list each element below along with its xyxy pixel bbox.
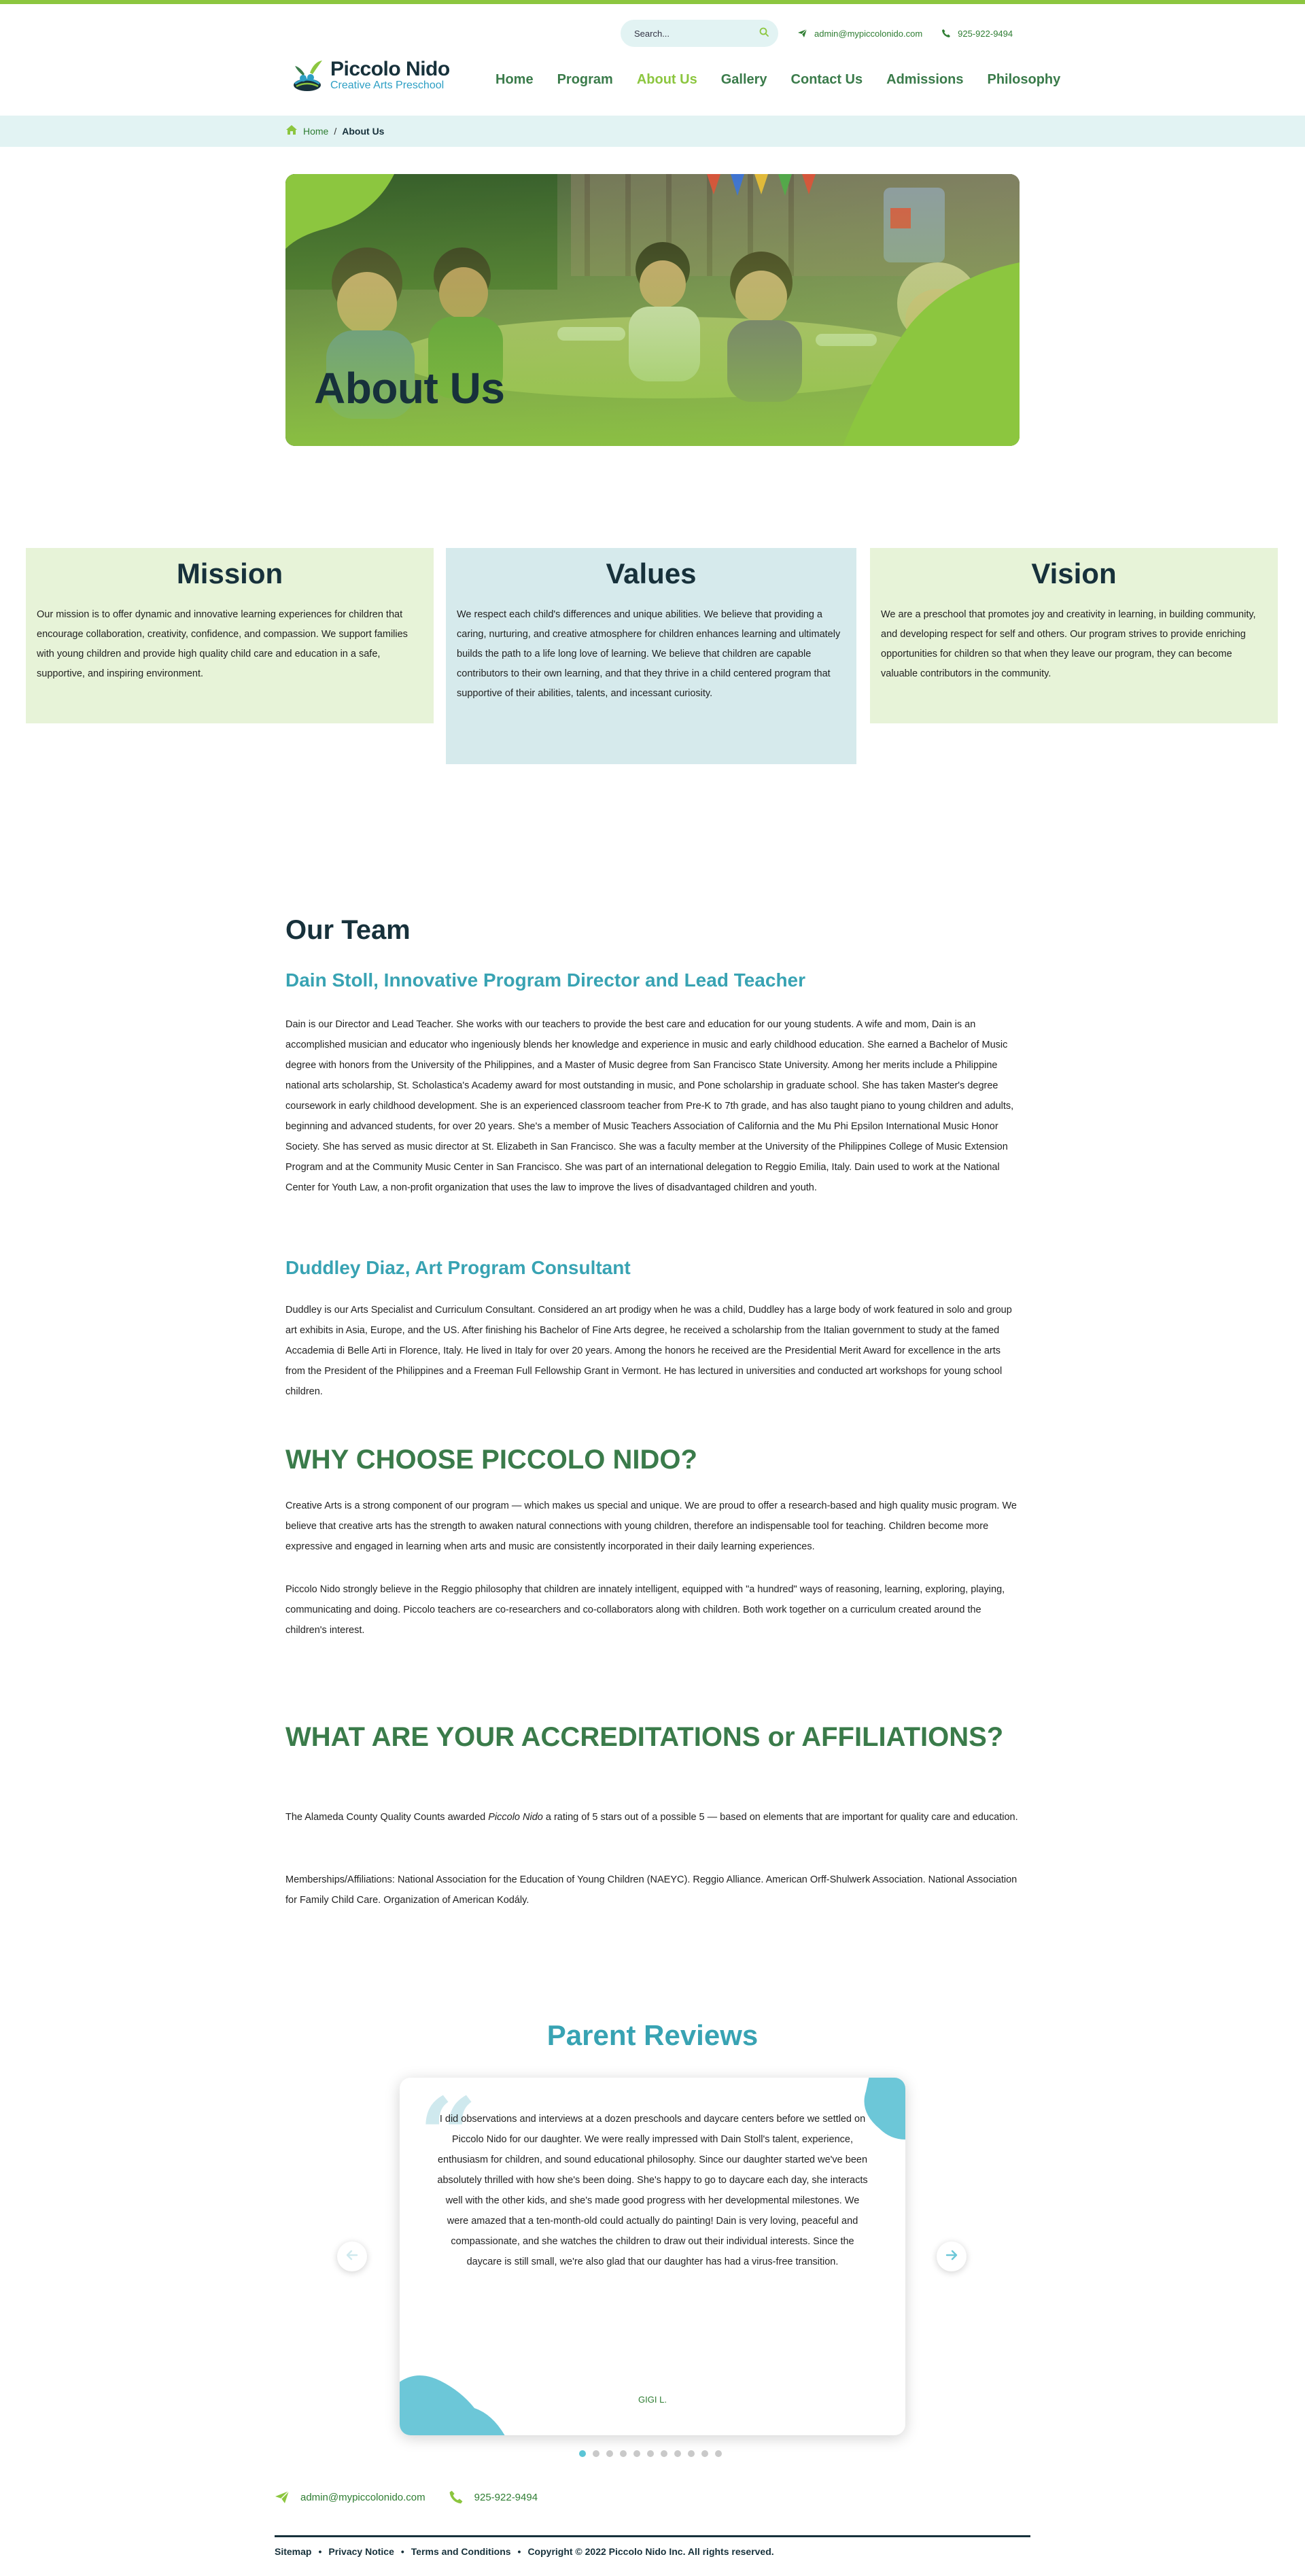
- review-next-button[interactable]: [937, 2242, 967, 2271]
- pagination-dot[interactable]: [606, 2450, 613, 2457]
- nav-home[interactable]: Home: [495, 72, 534, 87]
- footer-divider: [275, 2535, 1030, 2537]
- search-icon[interactable]: [759, 27, 769, 40]
- hero-banner: [285, 174, 1020, 446]
- logo-tagline: Creative Arts Preschool: [330, 80, 445, 91]
- values-title: Values: [606, 557, 697, 589]
- footer-link-terms[interactable]: Terms and Conditions: [411, 2546, 511, 2557]
- accreditations-text: a rating of 5 stars out of a possible 5 — based on elements that are important for quality care and education.: [542, 1812, 1018, 1823]
- footer-copyright: Copyright © 2022 Piccolo Nido Inc. All rights reserved.: [527, 2546, 774, 2557]
- vision-text: We are a preschool that promotes joy and creativity in learning, in building community, and developing respect for self and others. Our program strives to provide enriching opportunities for children so that when they leave our program, they can become valuable contributors in the community.: [881, 609, 1256, 679]
- accreditations-heading: WHAT ARE YOUR ACCREDITATIONS or AFFILIATIONS?: [285, 1722, 1004, 1752]
- pagination-dot[interactable]: [688, 2450, 695, 2457]
- breadcrumb-separator: /: [334, 125, 337, 137]
- values-text: We respect each child's differences and unique abilities. We believe that providing a caring, nurturing, and creative atmosphere for children enhances learning and ultimately builds the path to a life long love of learning. We believe that children are capable contributors to their own learning, and that they thrive in a child centered program that supportive of their abilities, talents, and incessant curiosity.: [457, 609, 841, 699]
- header-phone-text: 925-922-9494: [958, 28, 1013, 39]
- memberships-paragraph: Memberships/Affiliations: National Association for the Education of Young Children (NAEYC). Reggio Alliance. American Orff-Shulwerk Association. National Association for Family Child Care. Organization of American Kodály.: [285, 1874, 1017, 1906]
- site-logo[interactable]: [291, 55, 450, 96]
- review-card: [400, 2078, 905, 2435]
- header-email-text: admin@mypiccolonido.com: [814, 28, 923, 39]
- team-member-bio: Dain is our Director and Lead Teacher. She works with our teachers to provide the best care and education for our young students. A wife and mom, Dain is an accomplished musician and educator who ingeniously blends her knowledge and experience in music and early childhood education. She earned a Bachelor of Music degree with honors from the University of the Philippines, and a Master of Music degree from San Francisco State University. Among her merits include a Philippine national arts scholarship, St. Scholastica's Academy award for most outstanding in music, and Pone scholarship in graduate school. She has taken Master's degree coursework in early childhood development. She is an experienced classroom teacher from Pre-K to 7th grade, and has also taught piano to young children and adults, beginning and advanced students, for over 20 years. She's a member of Music Teachers Association of California and the Mu Phi Epsilon International Music Honor Society. She has served as music director at St. Elizabeth in San Francisco. She was a faculty member at the University of the Philippines College of Music Extension Program and at the Community Music Center in San Francisco. She was part of an international delegation to Reggio Emilia, Italy. Dain used to work at the National Center for Youth Law, a non-profit organization that uses the law to improve the lives of disadvantaged children and youth.: [285, 1019, 1014, 1193]
- pagination-dot[interactable]: [674, 2450, 681, 2457]
- review-prev-button[interactable]: [337, 2242, 367, 2271]
- pagination-dot[interactable]: [661, 2450, 667, 2457]
- team-member-bio: Duddley is our Arts Specialist and Curriculum Consultant. Considered an art prodigy when he was a child, Duddley has a large body of work featured in solo and group art exhibits in Asia, Europe, and the US. After finishing his Bachelor of Fine Arts degree, he received a scholarship from the Italian government to study at the famed Accademia di Belle Arti in Florence, Italy. He lived in Italy for over 20 years. Among the honors he received are the Presidential Merit Award for excellence in the arts from the President of the Philippines and a Freeman Full Fellowship Grant in Vermont. He has lectured in universities and conducted art workshops for young school children.: [285, 1305, 1012, 1397]
- footer-link-privacy[interactable]: Privacy Notice: [328, 2546, 394, 2557]
- values-card: [446, 548, 856, 764]
- footer-email-text: admin@mypiccolonido.com: [300, 2491, 425, 2503]
- footer-links: [275, 2546, 774, 2557]
- site-header: [0, 4, 1305, 116]
- team-heading: Our Team: [285, 915, 411, 945]
- footer-phone-text: 925-922-9494: [474, 2491, 538, 2503]
- paper-plane-icon: [275, 2490, 290, 2504]
- logo-name: Piccolo Nido: [330, 58, 450, 80]
- pagination-dot[interactable]: [647, 2450, 654, 2457]
- header-phone-link[interactable]: [941, 29, 1013, 39]
- footer-link-sitemap[interactable]: Sitemap: [275, 2546, 312, 2557]
- breadcrumb-current: About Us: [342, 125, 385, 137]
- phone-icon: [941, 29, 951, 38]
- review-author: GIGI L.: [638, 2394, 667, 2405]
- main-nav: [495, 72, 1060, 88]
- nav-contact-us[interactable]: Contact Us: [790, 72, 863, 87]
- team-member-name: Dain Stoll, Innovative Program Director and Lead Teacher: [285, 969, 806, 991]
- review-quote: I did observations and interviews at a dozen preschools and daycare centers before we settled on Piccolo Nido for our daughter. We were really impressed with Dain Stoll's talent, experience, enthusiasm for children, and sound educational philosophy. Since our daughter started we've been absolutely thrilled with how she's been doing. She's happy to go to daycare each day, she interacts well with the other kids, and she's made good progress with her developmental milestones. We were amazed that a ten-month-old could actually do painting! Dain is very loving, peaceful and compassionate, and she watches the children to draw out their individual interests. Since the daycare is still small, we're also glad that our daughter has had a virus-free transition.: [437, 2114, 868, 2267]
- mission-text: Our mission is to offer dynamic and innovative learning experiences for children that encourage collaboration, creativity, confidence, and compassion. We support families with young children and provide high quality child care and education in a safe, supportive, and inspiring environment.: [37, 609, 408, 679]
- search-box[interactable]: [621, 20, 778, 47]
- header-email-link[interactable]: [797, 29, 922, 39]
- footer-bullet: •: [318, 2546, 322, 2557]
- home-icon[interactable]: [285, 124, 298, 137]
- vision-title: Vision: [1031, 557, 1117, 589]
- pagination-dot[interactable]: [593, 2450, 599, 2457]
- pagination-dot[interactable]: [701, 2450, 708, 2457]
- paper-plane-icon: [797, 29, 807, 38]
- accreditations-emphasis: Piccolo Nido: [488, 1812, 543, 1823]
- review-pagination: [579, 2450, 729, 2457]
- nav-philosophy[interactable]: Philosophy: [987, 72, 1061, 87]
- why-paragraph: Piccolo Nido strongly believe in the Reggio philosophy that children are innately intelligent, equipped with "a hundred" ways of reasoning, learning, exploring, playing, communicating and doing. Piccolo teachers are co-researchers and co-collaborators along with children. Both work together on a curriculum created around the children's interest.: [285, 1584, 1005, 1636]
- footer-bullet: •: [400, 2546, 404, 2557]
- footer-email-link[interactable]: [275, 2490, 425, 2504]
- nav-gallery[interactable]: Gallery: [720, 72, 767, 87]
- nav-admissions[interactable]: Admissions: [886, 72, 964, 87]
- accreditations-text: The Alameda County Quality Counts awarded: [285, 1812, 489, 1823]
- utility-bar: [621, 20, 1013, 47]
- breadcrumb: [0, 116, 1305, 147]
- hero-title: About Us: [314, 364, 505, 413]
- search-input[interactable]: [634, 29, 750, 39]
- why-paragraph: Creative Arts is a strong component of our program — which makes us special and unique. We are proud to offer a research-based and high quality music program. We believe that creative arts has the strength to awaken natural connections with young children, therefore an indispensable tool for teaching. Children become more expressive and engaged in learning when arts and music are consistently incorporated in their daily learning experiences.: [285, 1500, 1017, 1552]
- vision-card: [870, 548, 1278, 723]
- nav-about-us[interactable]: About Us: [636, 72, 697, 87]
- nav-program[interactable]: Program: [557, 72, 613, 87]
- mission-card: [26, 548, 434, 723]
- footer-bullet: •: [517, 2546, 521, 2557]
- accreditations-paragraph: [285, 1807, 1020, 1827]
- pagination-dot[interactable]: [579, 2450, 586, 2457]
- arrow-right-icon: [945, 2250, 958, 2264]
- nest-logo-icon: [291, 55, 326, 96]
- phone-icon: [449, 2490, 464, 2505]
- pagination-dot[interactable]: [715, 2450, 722, 2457]
- footer-contact: [275, 2490, 561, 2505]
- pagination-dot[interactable]: [633, 2450, 640, 2457]
- arrow-left-icon: [346, 2250, 358, 2264]
- team-member-name: Duddley Diaz, Art Program Consultant: [285, 1257, 631, 1278]
- quote-icon: “: [419, 2078, 478, 2195]
- pagination-dot[interactable]: [620, 2450, 627, 2457]
- mission-title: Mission: [176, 557, 283, 589]
- breadcrumb-home[interactable]: Home: [303, 125, 329, 137]
- reviews-heading: Parent Reviews: [546, 2019, 759, 2051]
- why-heading: WHY CHOOSE PICCOLO NIDO?: [285, 1445, 697, 1475]
- footer-phone-link[interactable]: [449, 2490, 538, 2505]
